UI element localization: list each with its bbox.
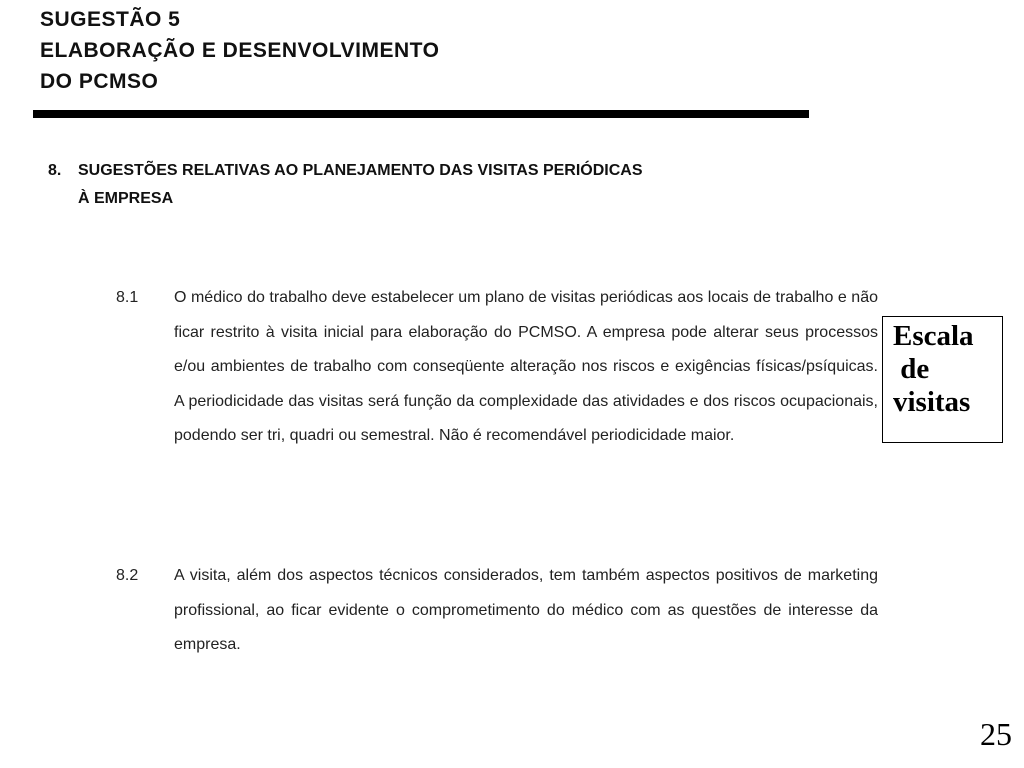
callout-line-2: de [893,353,930,385]
document-title [40,4,439,97]
title-line-1: SUGESTÃO 5 [40,8,181,31]
section-heading [48,157,828,213]
item-paragraph: A visita, além dos aspectos técnicos considerados, tem também aspectos positivos de marketing profissional, ao ficar evidente o comprometimento do médico com as questões de interesse da empresa. [174,567,878,653]
callout-line-3: visitas [893,386,971,418]
item-paragraph: O médico do trabalho deve estabelecer um plano de visitas periódicas aos locais de trabalho e não ficar restrito à visita inicial para elaboração do PCMSO. A empresa pode alterar seus processos e/ou ambientes de trabalho com conseqüente alteração nos riscos e exigências físicas/psíquicas. A periodicidade das visitas será função da complexidade das atividades e dos riscos ocupacionais, podendo ser tri, quadri ou semestral. Não é recomendável periodicidade maior. [174,289,878,444]
item-number: 8.1 [116,289,139,306]
item-number: 8.2 [116,567,139,584]
section-number: 8. [48,162,62,179]
title-divider [33,110,809,118]
page-number: 25 [980,716,1012,752]
list-item [116,559,880,663]
section-heading-line-1 [48,157,828,185]
list-item [116,281,880,454]
callout-line-1: Escala [893,320,974,352]
section-heading-line-2: À EMPRESA [78,190,174,207]
title-line-2: ELABORAÇÃO E DESENVOLVIMENTO [40,39,440,62]
callout-box [882,316,1003,443]
section-heading-text-1: SUGESTÕES RELATIVAS AO PLANEJAMENTO DAS VISITAS PERIÓDICAS [78,162,643,179]
title-line-3: DO PCMSO [40,70,159,93]
